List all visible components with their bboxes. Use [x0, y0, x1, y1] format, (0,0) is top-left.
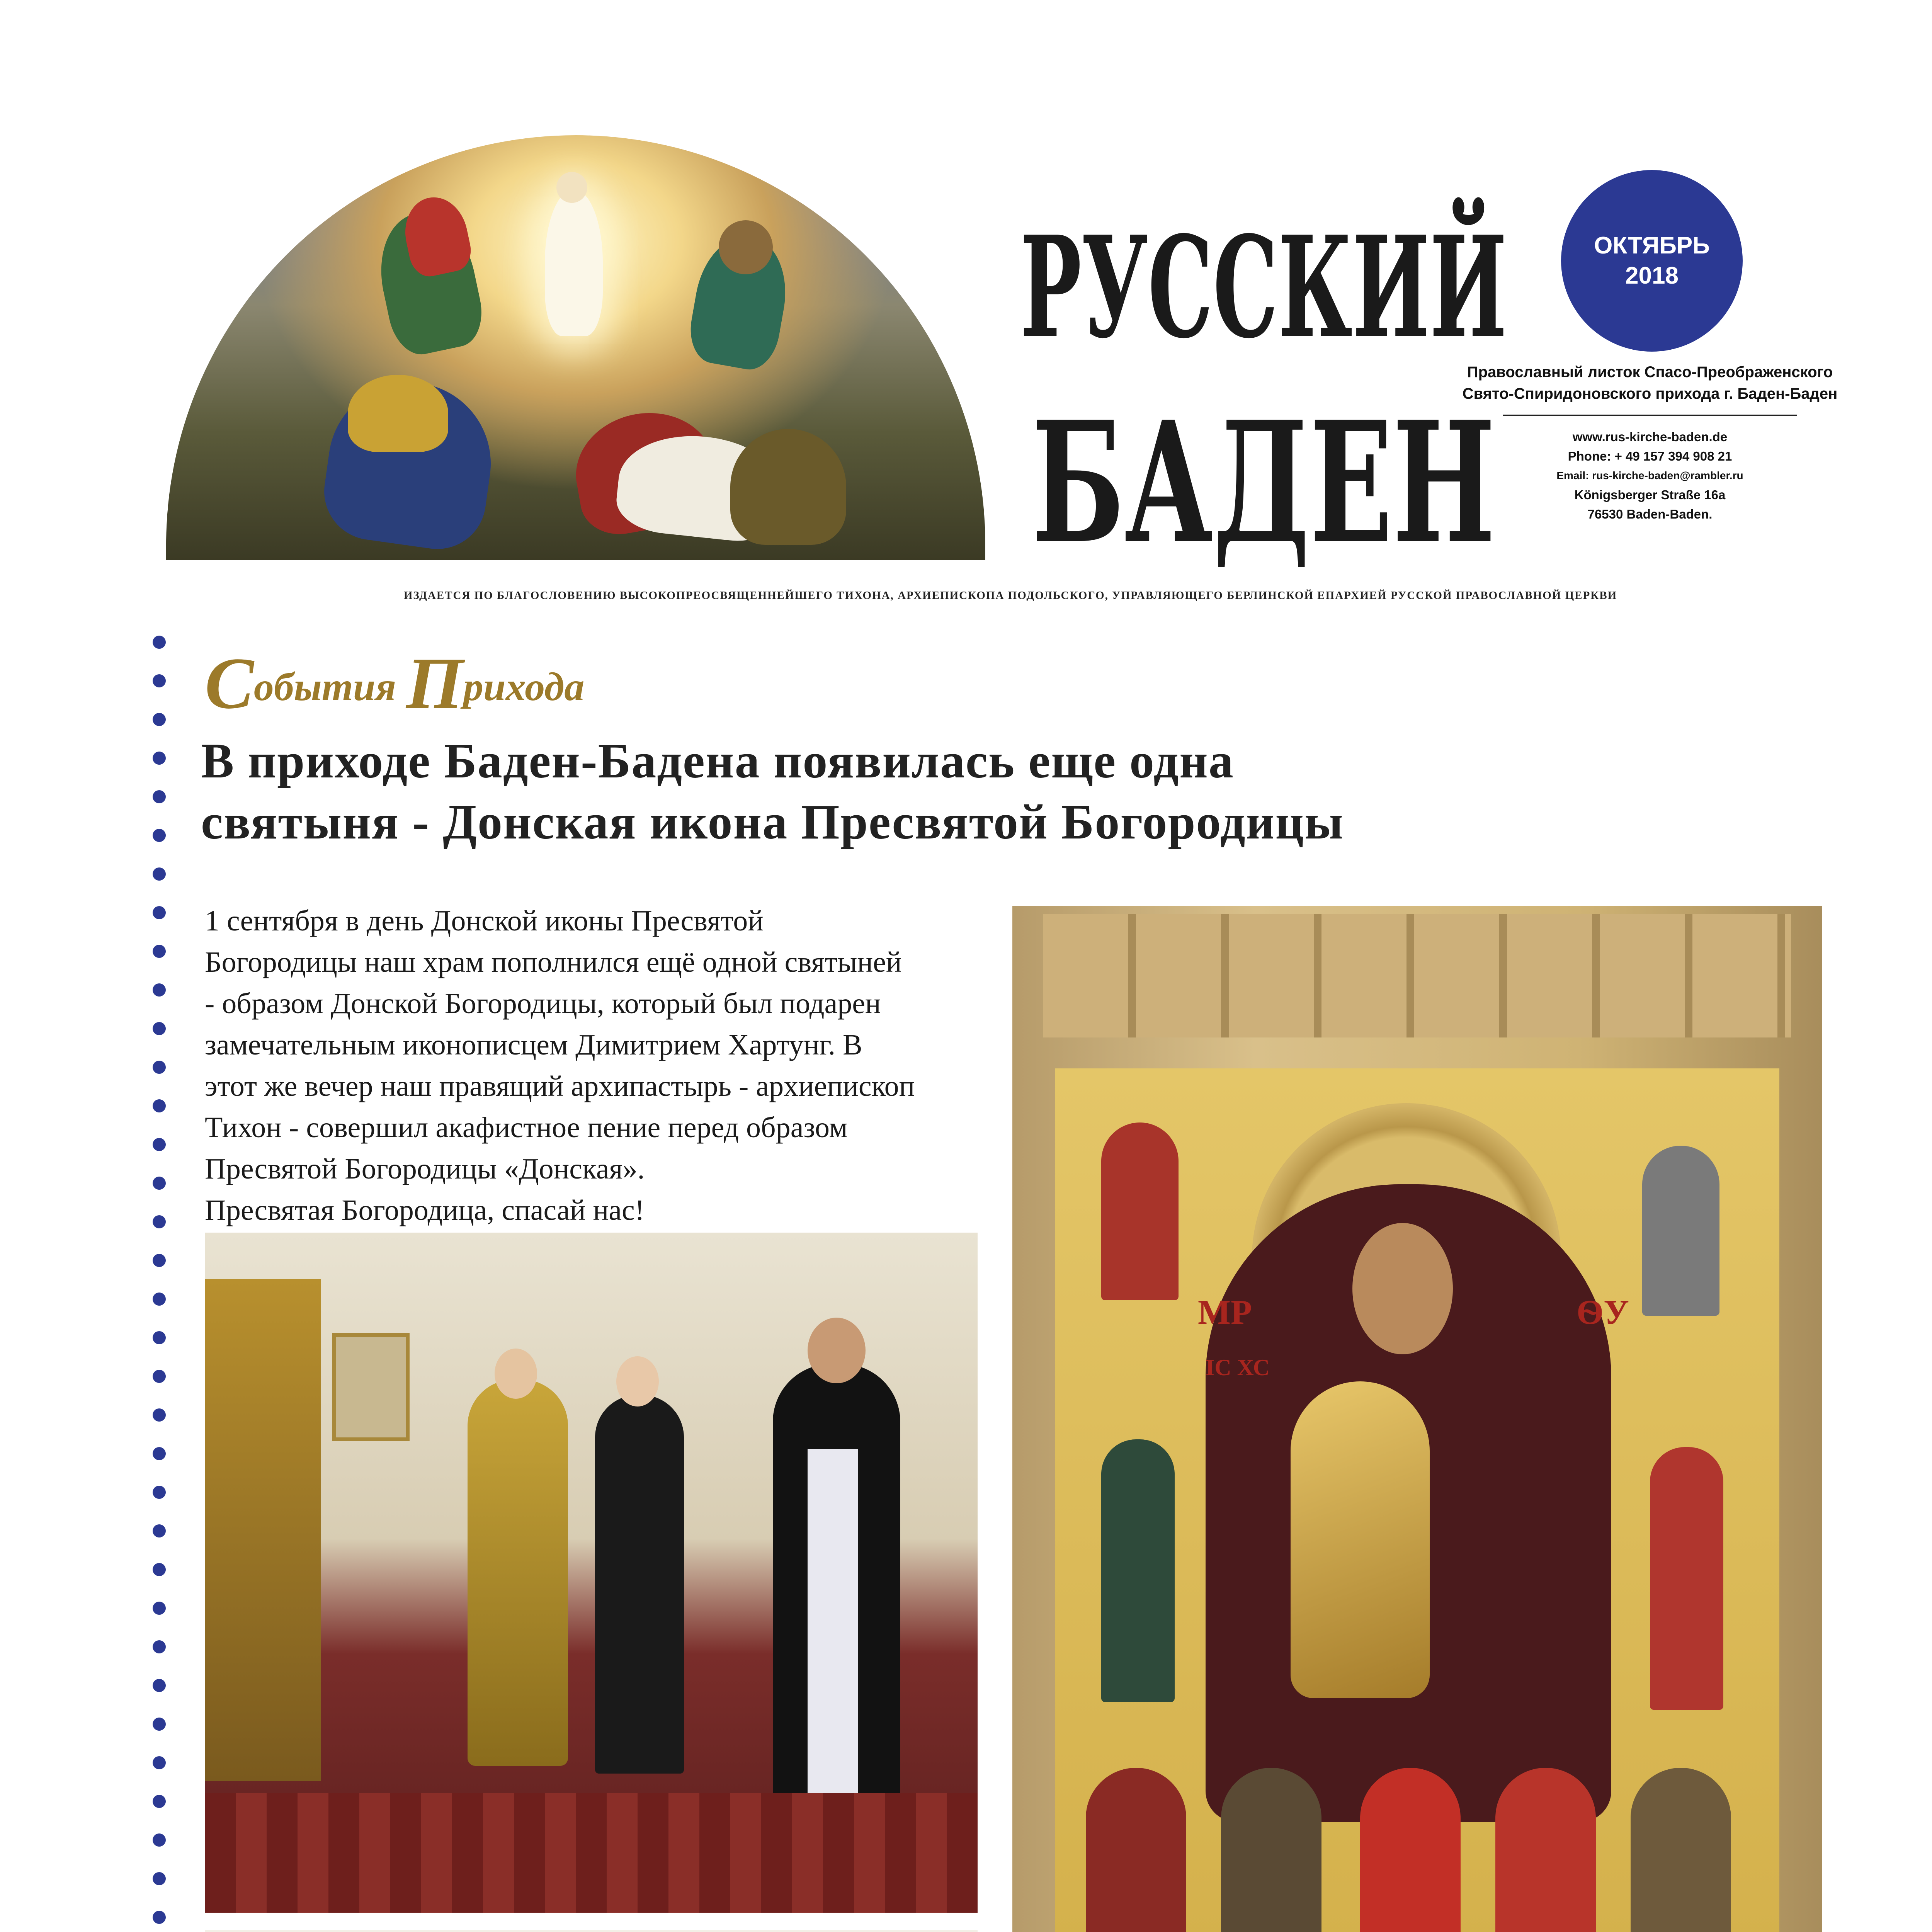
border-dot [153, 1099, 166, 1112]
border-dot [153, 1486, 166, 1499]
border-dot [153, 1061, 166, 1074]
border-dot [153, 1602, 166, 1615]
text-line: Пресвятой Богородицы «Донская». [205, 1153, 645, 1185]
border-dot [153, 1331, 166, 1344]
border-dot [153, 1911, 166, 1924]
border-dot [153, 1254, 166, 1267]
icon-inscription-theou: ѲУ [1577, 1293, 1629, 1332]
border-dot [153, 1138, 166, 1151]
info-divider [1503, 415, 1797, 416]
border-dot [153, 790, 166, 803]
section-cap-2: П [406, 643, 463, 724]
border-dot [153, 1447, 166, 1460]
issue-date-badge [1561, 170, 1743, 352]
border-dot [153, 1408, 166, 1422]
border-dot [153, 752, 166, 765]
photo-liturgy-iconostasis [205, 1930, 978, 1932]
headline-line-2: святыня - Донская икона Пресвятой Богородицы [201, 794, 1344, 849]
issue-year: 2018 [1625, 262, 1679, 289]
border-dot [153, 1177, 166, 1190]
text-line: Пресвятая Богородица, спасай нас! [205, 1194, 645, 1226]
headline-line-1: В приходе Баден-Бадена появилась еще одна [201, 733, 1234, 788]
border-dot [153, 1524, 166, 1537]
border-dot [153, 1640, 166, 1653]
border-dot [153, 1370, 166, 1383]
border-dot [153, 867, 166, 881]
section-word-1: обытия [253, 665, 396, 709]
website-link[interactable]: www.rus-kirche-baden.de [1572, 430, 1728, 444]
article-headline [201, 730, 1901, 852]
border-dot [153, 713, 166, 726]
border-dot [153, 1872, 166, 1885]
icon-inscription-christ: ІС ХС [1206, 1355, 1270, 1380]
masthead-title-line1: РУСС [1020, 206, 1459, 369]
border-dot [153, 829, 166, 842]
border-dot [153, 1215, 166, 1228]
border-dot [153, 1718, 166, 1731]
border-dot [153, 945, 166, 958]
text-line: Тихон - совершил акафистное пение перед образом [205, 1111, 848, 1144]
border-dot [153, 1679, 166, 1692]
photo-akathist-service [205, 1233, 978, 1913]
photo-don-icon [1012, 906, 1822, 1932]
masthead-title-line2: БАДЕН [1032, 385, 1495, 568]
border-dot [153, 1563, 166, 1576]
street-address: Königsberger Straße 16a [1574, 488, 1726, 502]
text-line: 1 сентября в день Донской иконы Пресвятой [205, 905, 764, 937]
transfiguration-painting [166, 135, 985, 560]
border-dot [153, 1022, 166, 1035]
border-dot [153, 636, 166, 649]
issue-month: ОКТЯБРЬ [1594, 232, 1710, 259]
section-label [205, 641, 584, 726]
article-paragraph-1 [205, 900, 978, 1231]
parish-line-1: Православный листок Спасо-Преображенского [1467, 364, 1833, 381]
icon-inscription-mother: МР [1198, 1293, 1252, 1332]
border-dot [153, 1293, 166, 1306]
city-address: 76530 Baden-Baden. [1587, 507, 1713, 521]
section-cap-1: С [205, 643, 254, 724]
border-dot [153, 1756, 166, 1769]
parish-info [1437, 361, 1862, 524]
border-dot [153, 674, 166, 687]
section-word-2: рихода [463, 665, 585, 709]
dot-border [153, 636, 168, 1932]
blessing-line: ИЗДАЕТСЯ ПО БЛАГОСЛОВЕНИЮ ВЫСОКОПРЕОСВЯЩЕННЕЙШЕГО ТИХОНА, АРХИЕПИСКОПА ПОДОЛЬСКОГО, УПРАВЛЯЮЩЕГО БЕРЛИНСКОЙ ЕПАРХИЕЙ РУССКОЙ ПРАВОСЛАВНОЙ ЦЕРКВИ [403, 589, 1617, 602]
border-dot [153, 1795, 166, 1808]
text-line: этот же вечер наш правящий архипастырь - архиепископ [205, 1070, 915, 1102]
text-line: замечательным иконописцем Димитрием Хартунг. В [205, 1029, 862, 1061]
text-line: - образом Донской Богородицы, который был подарен [205, 987, 881, 1020]
phone-number: Phone: + 49 157 394 908 21 [1568, 449, 1732, 463]
border-dot [153, 906, 166, 919]
text-line: Богородицы наш храм пополнился ещё одной святыней [205, 946, 902, 978]
border-dot [153, 983, 166, 997]
parish-line-2: Свято-Спиридоновского прихода г. Баден-Баден [1462, 385, 1838, 402]
border-dot [153, 1833, 166, 1847]
email-link[interactable]: Email: rus-kirche-baden@rambler.ru [1556, 469, 1743, 481]
